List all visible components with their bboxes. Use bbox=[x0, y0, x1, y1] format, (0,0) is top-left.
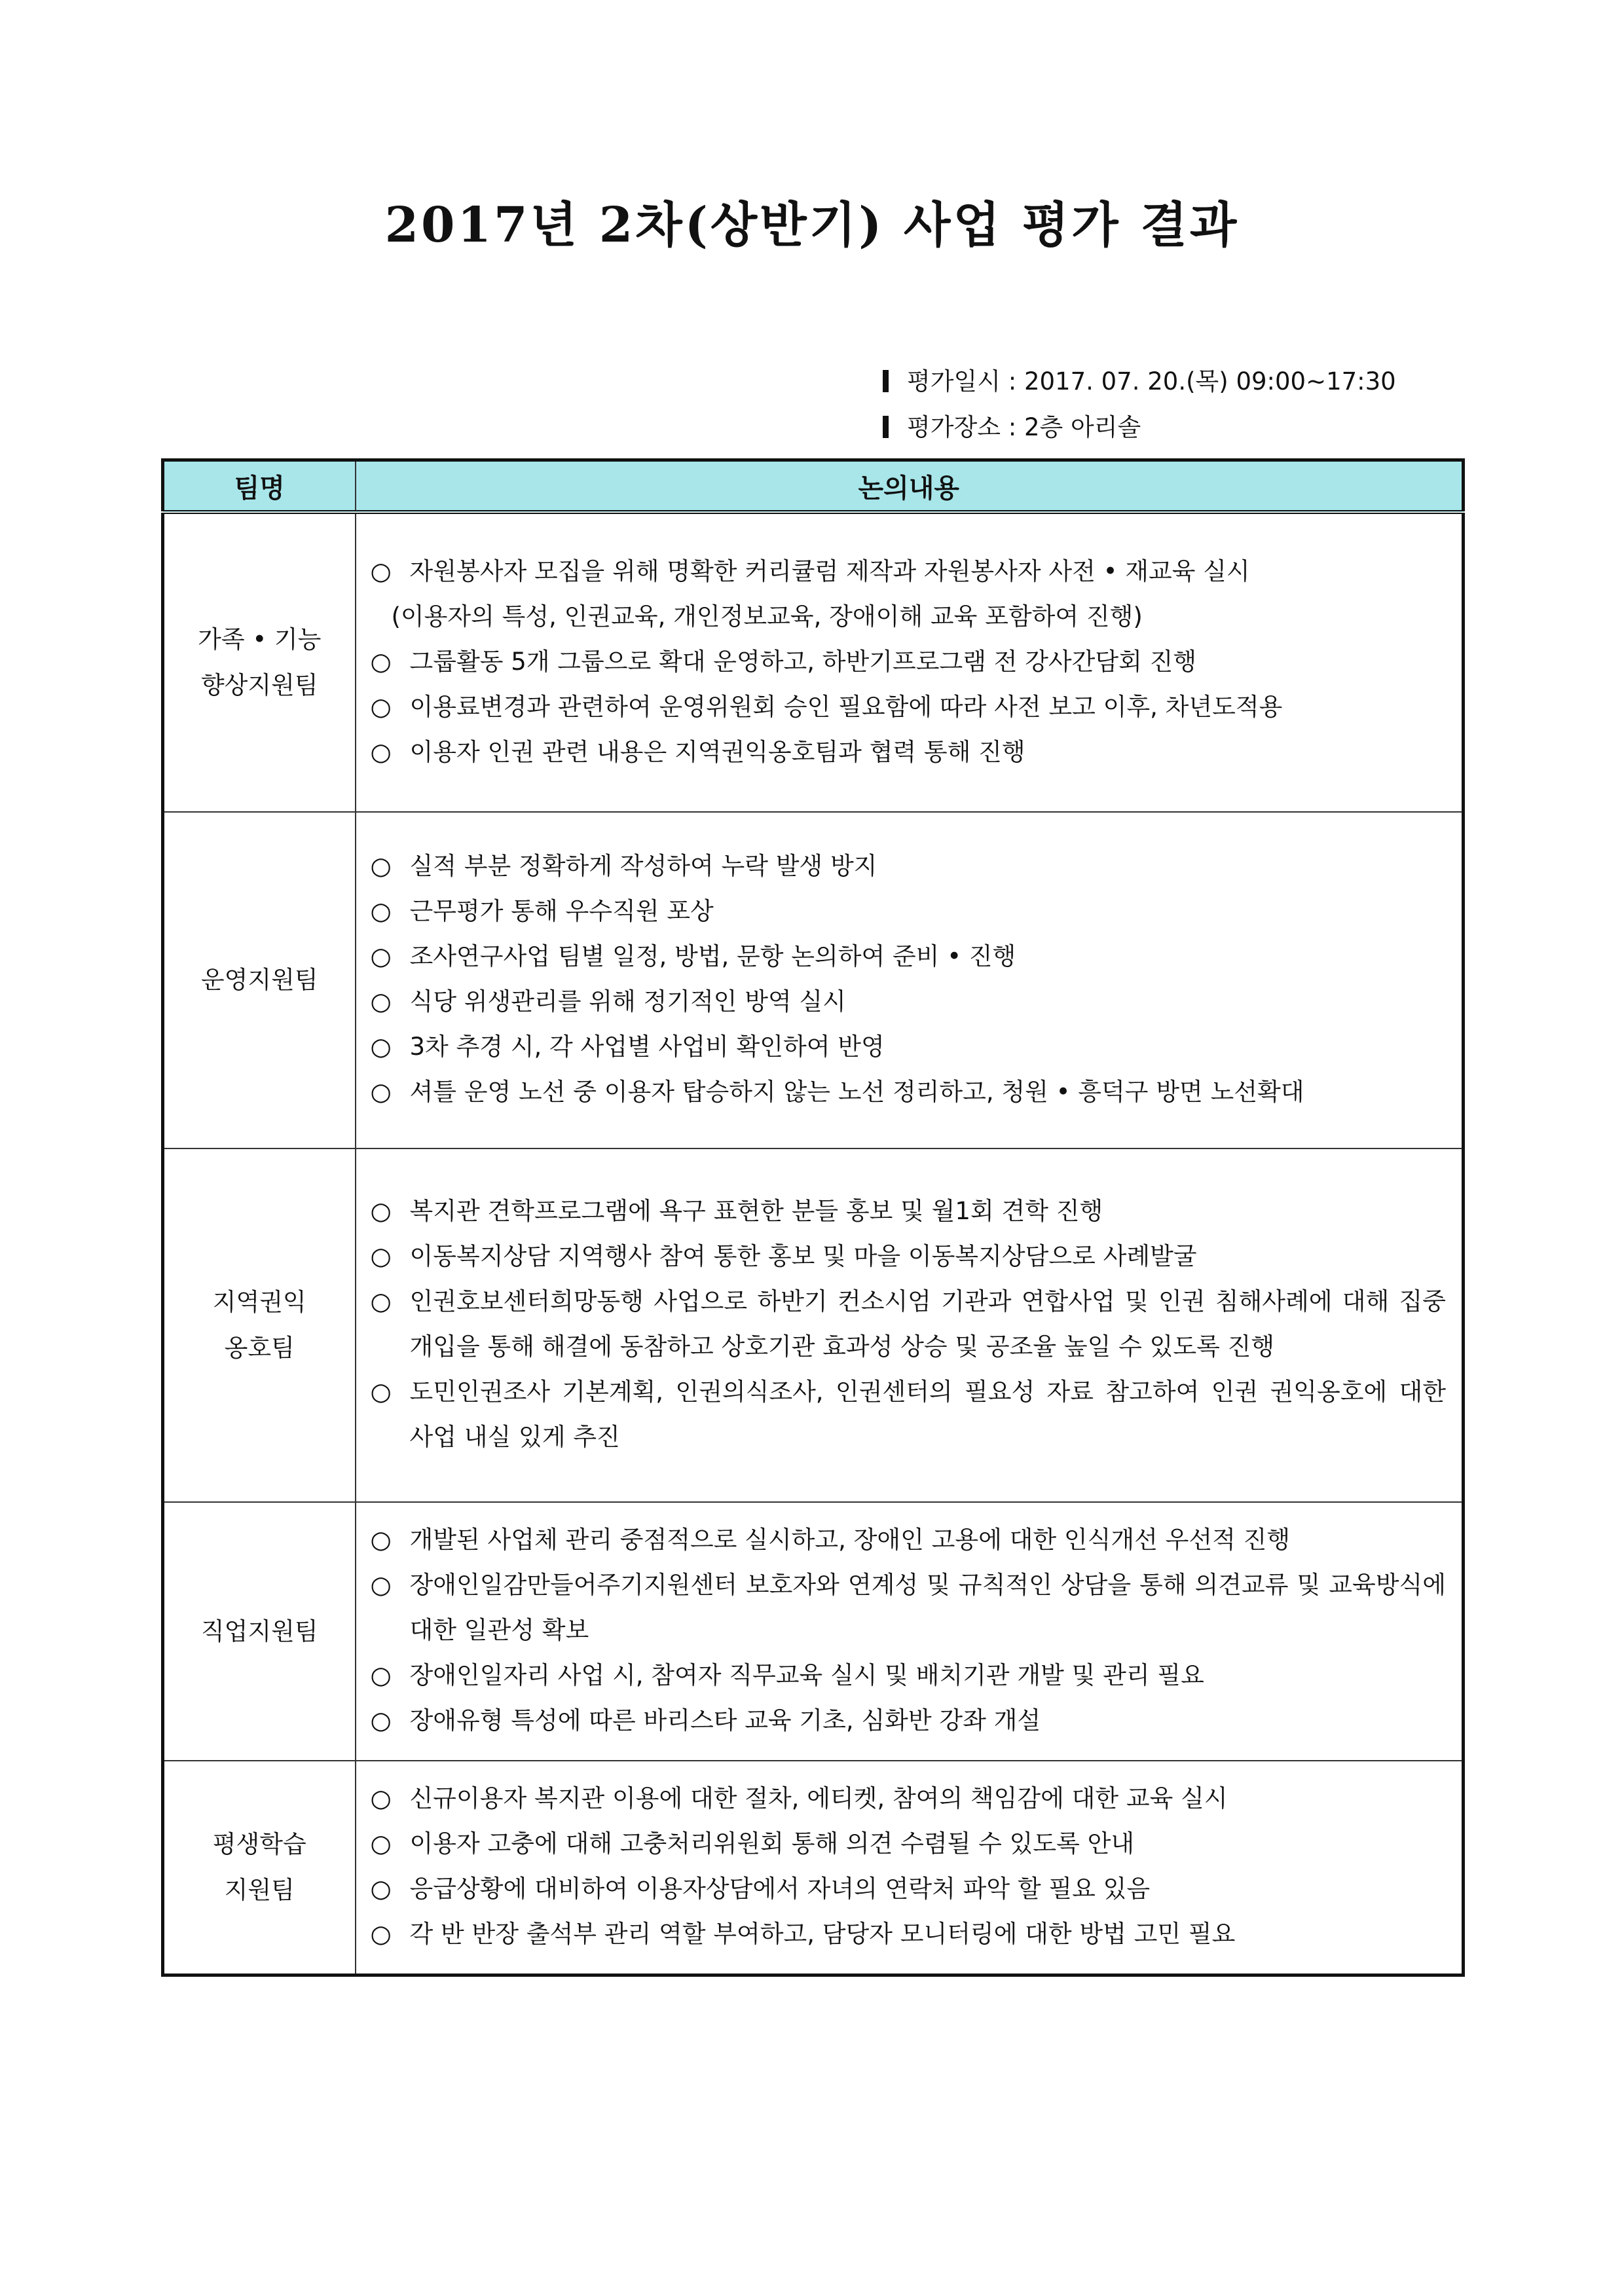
list-item: ○ 조사연구사업 팀별 일정, 방법, 문항 논의하여 준비 • 진행 bbox=[371, 934, 1447, 979]
bar-marker-icon bbox=[883, 370, 889, 392]
team-cell bbox=[163, 512, 356, 812]
circle-bullet-icon: ○ bbox=[370, 692, 392, 721]
header-team: 팀명 bbox=[163, 460, 356, 513]
team-name-line: 운영지원팀 bbox=[200, 966, 318, 994]
list-item: ○ 장애인일자리 사업 시, 참여자 직무교육 실시 및 배치기관 개발 및 관리 필요 bbox=[371, 1653, 1447, 1698]
circle-bullet-icon: ○ bbox=[370, 647, 392, 676]
page-title: 2017년 2차(상반기) 사업 평가 결과 bbox=[384, 197, 1240, 253]
list-item: ○ 그룹활동 5개 그룹으로 확대 운영하고, 하반기프로그램 전 강사간담회 진행 bbox=[371, 639, 1447, 684]
list-item: ○ 복지관 견학프로그램에 욕구 표현한 분들 홍보 및 월1회 견학 진행 bbox=[371, 1188, 1447, 1234]
circle-bullet-icon: ○ bbox=[370, 557, 392, 585]
list-item: ○ 개발된 사업체 관리 중점적으로 실시하고, 장애인 고용에 대한 인식개선 우선적 진행 bbox=[371, 1517, 1447, 1562]
list-item: ○ 장애유형 특성에 따른 바리스타 교육 기초, 심화반 강좌 개설 bbox=[371, 1698, 1447, 1743]
team-cell bbox=[163, 1761, 356, 1975]
evaluation-meta bbox=[883, 359, 1396, 450]
table-row bbox=[163, 1502, 1464, 1761]
list-item: ○ 이용자 고충에 대해 고충처리위원회 통해 의견 수렴될 수 있도록 안내 bbox=[371, 1821, 1447, 1866]
team-cell bbox=[163, 1148, 356, 1502]
list-item: ○ 셔틀 운영 노선 중 이용자 탑승하지 않는 노선 정리하고, 청원 • 흥덕구 방면 노선확대 bbox=[371, 1069, 1447, 1114]
circle-bullet-icon: ○ bbox=[370, 1378, 392, 1406]
meta-place-line bbox=[883, 405, 1396, 450]
list-item: ○ 이용자 인권 관련 내용은 지역권익옹호팀과 협력 통해 진행 bbox=[371, 729, 1447, 775]
circle-bullet-icon: ○ bbox=[370, 1784, 392, 1812]
team-name-line: 옹호팀 bbox=[224, 1334, 295, 1362]
list-item: ○ 응급상황에 대비하여 이용자상담에서 자녀의 연락처 파악 할 필요 있음 bbox=[371, 1866, 1447, 1911]
meta-date-line bbox=[883, 359, 1396, 405]
circle-bullet-icon: ○ bbox=[370, 1706, 392, 1735]
content-cell bbox=[356, 1761, 1464, 1975]
circle-bullet-icon: ○ bbox=[370, 1829, 392, 1858]
circle-bullet-icon: ○ bbox=[370, 942, 392, 970]
team-name-line: 지역권익 bbox=[212, 1288, 306, 1316]
circle-bullet-icon: ○ bbox=[370, 1875, 392, 1903]
list-item: ○ 인권호보센터희망동행 사업으로 하반기 컨소시엄 기관과 연합사업 및 인권 침해사례에 대해 집중 개입을 통해 해결에 동참하고 상호기관 효과성 상승 및 공조율 높일 수 있도록 진행 bbox=[371, 1279, 1447, 1369]
table-header-row bbox=[163, 460, 1464, 513]
circle-bullet-icon: ○ bbox=[370, 1242, 392, 1270]
list-item: ○ 도민인권조사 기본계획, 인권의식조사, 인권센터의 필요성 자료 참고하여 인권 권익옹호에 대한 사업 내실 있게 추진 bbox=[371, 1369, 1447, 1460]
list-item: ○ 이동복지상담 지역행사 참여 통한 홍보 및 마을 이동복지상담으로 사례발굴 bbox=[371, 1234, 1447, 1279]
team-name-line: 직업지원팀 bbox=[200, 1617, 318, 1645]
table-row bbox=[163, 512, 1464, 812]
team-cell bbox=[163, 1502, 356, 1761]
table-row bbox=[163, 1148, 1464, 1502]
content-cell bbox=[356, 1502, 1464, 1761]
team-cell bbox=[163, 812, 356, 1148]
circle-bullet-icon: ○ bbox=[370, 1920, 392, 1948]
content-cell bbox=[356, 1148, 1464, 1502]
list-item: ○ 실적 부분 정확하게 작성하여 누락 발생 방지 bbox=[371, 843, 1447, 889]
list-item: ○ 각 반 반장 출석부 관리 역할 부여하고, 담당자 모니터링에 대한 방법 고민 필요 bbox=[371, 1911, 1447, 1956]
circle-bullet-icon: ○ bbox=[370, 1033, 392, 1061]
content-cell bbox=[356, 512, 1464, 812]
circle-bullet-icon: ○ bbox=[370, 1287, 392, 1315]
circle-bullet-icon: ○ bbox=[370, 1571, 392, 1599]
team-name-line: 평생학습 bbox=[212, 1830, 306, 1858]
team-name-line: 향상지원팀 bbox=[200, 671, 318, 699]
list-item: ○ 식당 위생관리를 위해 정기적인 방역 실시 bbox=[371, 979, 1447, 1024]
bar-marker-icon bbox=[883, 416, 889, 438]
table-row bbox=[163, 1761, 1464, 1975]
circle-bullet-icon: ○ bbox=[370, 737, 392, 766]
evaluation-table bbox=[161, 458, 1465, 1977]
team-name-line: 가족 • 기능 bbox=[198, 625, 322, 653]
circle-bullet-icon: ○ bbox=[370, 987, 392, 1016]
meta-place: 평가장소 : 2층 아리솔 bbox=[907, 413, 1141, 441]
header-content: 논의내용 bbox=[356, 460, 1464, 513]
circle-bullet-icon: ○ bbox=[370, 1078, 392, 1106]
circle-bullet-icon: ○ bbox=[370, 1661, 392, 1689]
circle-bullet-icon: ○ bbox=[370, 1197, 392, 1225]
list-item: ○ 이용료변경과 관련하여 운영위원회 승인 필요함에 따라 사전 보고 이후, 차년도적용 bbox=[371, 684, 1447, 729]
list-item: ○ 신규이용자 복지관 이용에 대한 절차, 에티켓, 참여의 책임감에 대한 교육 실시 bbox=[371, 1776, 1447, 1821]
meta-date: 평가일시 : 2017. 07. 20.(목) 09:00~17:30 bbox=[907, 367, 1396, 395]
list-item: ○ 3차 추경 시, 각 사업별 사업비 확인하여 반영 bbox=[371, 1024, 1447, 1069]
team-name-line: 지원팀 bbox=[224, 1876, 295, 1904]
circle-bullet-icon: ○ bbox=[370, 897, 392, 925]
table-row bbox=[163, 812, 1464, 1148]
circle-bullet-icon: ○ bbox=[370, 852, 392, 880]
list-item-note: (이용자의 특성, 인권교육, 개인정보교육, 장애이해 교육 포함하여 진행) bbox=[391, 602, 1143, 631]
list-item: ○ 장애인일감만들어주기지원센터 보호자와 연계성 및 규칙적인 상담을 통해 의견교류 및 교육방식에 대한 일관성 확보 bbox=[371, 1562, 1447, 1653]
content-cell bbox=[356, 812, 1464, 1148]
circle-bullet-icon: ○ bbox=[370, 1526, 392, 1554]
list-item: ○ 자원봉사자 모집을 위해 명확한 커리큘럼 제작과 자원봉사자 사전 • 재교육 실시 bbox=[371, 549, 1447, 594]
list-item: ○ 근무평가 통해 우수직원 포상 bbox=[371, 889, 1447, 934]
